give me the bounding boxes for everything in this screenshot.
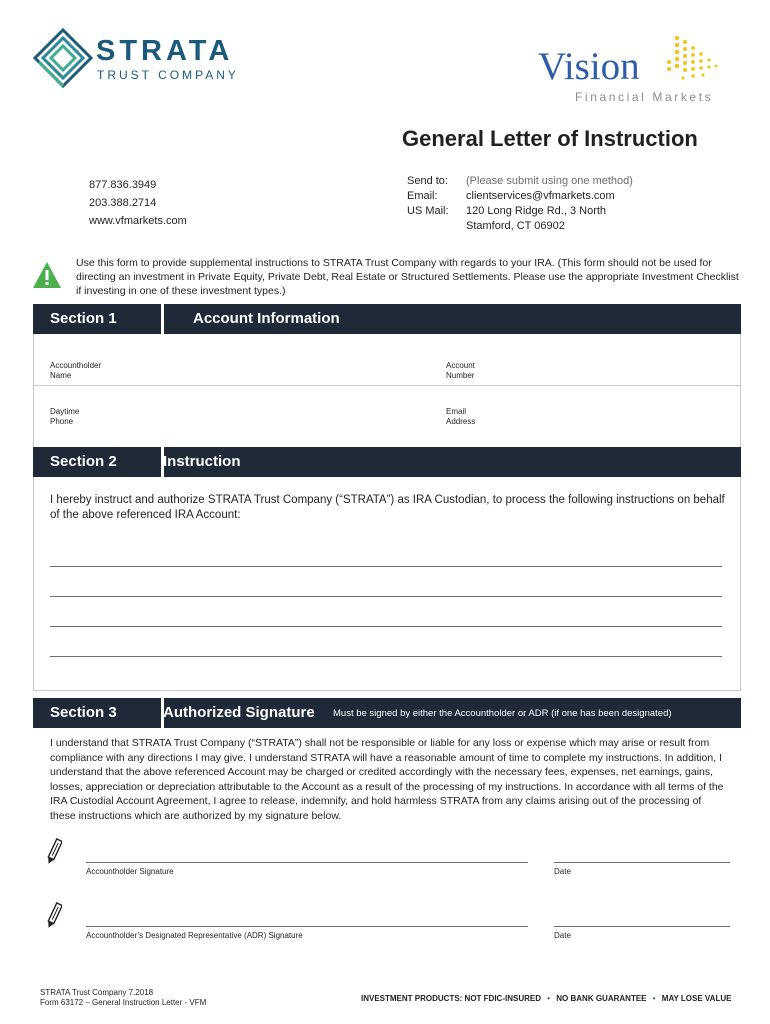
pen-icon bbox=[46, 902, 62, 930]
warning-triangle-icon bbox=[32, 261, 62, 289]
accountholder-name-label bbox=[50, 361, 101, 381]
email-label: Email: bbox=[407, 190, 438, 202]
label-line: Email bbox=[446, 407, 467, 416]
intro-instructions: Use this form to provide supplemental instructions to STRATA Trust Company with regards to your IRA. (This form should not be used for directing an investment in Private Equity, Private Debt, Real Estate or Structured Settlements. Please use the appropriate Investment Checklist if investing in one of these investment types.) bbox=[76, 257, 739, 297]
strata-company-subtitle: TRUST COMPANY bbox=[97, 68, 239, 82]
footer-disclaimer bbox=[361, 994, 731, 1004]
label-line: Address bbox=[446, 417, 476, 426]
footer-company: STRATA Trust Company 7.2018 bbox=[40, 988, 154, 997]
website-link[interactable]: www.vfmarkets.com bbox=[89, 215, 187, 227]
section-3-note: Must be signed by either the Accountholder or ADR (if one has been designated) bbox=[333, 708, 672, 719]
disclaimer-may-lose-value: MAY LOSE VALUE bbox=[661, 994, 732, 1003]
label-line: Phone bbox=[50, 417, 74, 426]
signature-date-line[interactable] bbox=[554, 862, 730, 863]
label-line: Name bbox=[50, 371, 72, 380]
daytime-phone-label bbox=[50, 407, 79, 427]
daytime-phone-field[interactable] bbox=[90, 402, 435, 428]
adr-date-label: Date bbox=[554, 931, 571, 940]
email-address-label bbox=[446, 407, 475, 427]
accountholder-signature-line[interactable] bbox=[86, 862, 528, 863]
vision-logo-name: Vision bbox=[538, 45, 640, 88]
section-3-title: Authorized Signature bbox=[163, 704, 315, 721]
account-number-label bbox=[446, 361, 475, 381]
mail-address-line1: 120 Long Ridge Rd., 3 North bbox=[466, 205, 607, 217]
section-2-header bbox=[33, 447, 741, 477]
send-to-label: Send to: bbox=[407, 175, 448, 187]
pen-icon bbox=[46, 838, 62, 866]
bullet-separator: • bbox=[547, 994, 551, 1003]
disclaimer-no-bank-guarantee: NO BANK GUARANTEE bbox=[556, 994, 647, 1003]
adr-signature-line[interactable] bbox=[86, 926, 528, 927]
send-to-note: (Please submit using one method) bbox=[466, 175, 633, 187]
submission-email[interactable]: clientservices@vfmarkets.com bbox=[466, 190, 615, 202]
label-line: Daytime bbox=[50, 407, 80, 416]
label-line: Account bbox=[446, 361, 475, 370]
footer-form-id: Form 63172 – General Instruction Letter - VFM bbox=[40, 998, 207, 1007]
instruction-text: I hereby instruct and authorize STRATA Trust Company (“STRATA”) as IRA Custodian, to process the following instructions on behalf of the above referenced IRA Account: bbox=[50, 494, 725, 521]
accountholder-name-field[interactable] bbox=[95, 356, 435, 382]
accountholder-signature-label: Accountholder Signature bbox=[86, 867, 174, 876]
strata-company-name: STRATA bbox=[96, 35, 234, 67]
phone-number-2: 203.388.2714 bbox=[89, 197, 157, 209]
section-1-number: Section 1 bbox=[50, 310, 117, 327]
field-divider bbox=[34, 385, 740, 386]
account-number-field[interactable] bbox=[482, 356, 734, 382]
section-3-header bbox=[33, 698, 741, 728]
signature-date-label: Date bbox=[554, 867, 571, 876]
strata-logo-mark-icon bbox=[33, 28, 93, 92]
bullet-separator: • bbox=[652, 994, 656, 1003]
section-3-number: Section 3 bbox=[50, 704, 117, 721]
vision-sunburst-icon bbox=[663, 34, 721, 90]
adr-signature-label: Accountholder’s Designated Representative (ADR) Signature bbox=[86, 931, 303, 940]
section-2-title: Instruction bbox=[163, 453, 241, 470]
vision-logo-subtitle: Financial Markets bbox=[575, 90, 714, 104]
phone-number-1: 877.836.3949 bbox=[89, 179, 157, 191]
section-1-title: Account Information bbox=[193, 310, 340, 327]
instruction-line-4[interactable] bbox=[50, 656, 722, 657]
section-divider bbox=[161, 304, 164, 334]
adr-date-line[interactable] bbox=[554, 926, 730, 927]
mail-address-line2: Stamford, CT 06902 bbox=[466, 220, 565, 232]
label-line: Accountholder bbox=[50, 361, 102, 370]
section-2-number: Section 2 bbox=[50, 453, 117, 470]
instruction-line-1[interactable] bbox=[50, 566, 722, 567]
label-line: Number bbox=[446, 371, 475, 380]
us-mail-label: US Mail: bbox=[407, 205, 449, 217]
authorization-text: I understand that STRATA Trust Company (“STRATA”) shall not be responsible or liable for any loss or expense which may arise or result from compliance with any directions I may give. I understand STRATA will have a reasonable amount of time to complete my instructions. In addition, I understand that the above referenced Account may be charged or credited accordingly with the necessary fees, expenses, net earnings, gains, losses, appreciation or depreciation attributable to the Account as a result of the processing of my instructions. In accordance with all terms of the IRA Custodial Account Agreement, I agree to release, indemnify, and hold harmless STRATA from any claims arising out of the processing of these instructions which are authorized by my signature below. bbox=[50, 737, 724, 822]
disclaimer-not-fdic: INVESTMENT PRODUCTS: NOT FDIC-INSURED bbox=[361, 994, 541, 1003]
instruction-line-3[interactable] bbox=[50, 626, 722, 627]
section-1-header bbox=[33, 304, 741, 334]
instruction-line-2[interactable] bbox=[50, 596, 722, 597]
email-address-field[interactable] bbox=[482, 402, 734, 428]
form-title: General Letter of Instruction bbox=[402, 126, 698, 151]
